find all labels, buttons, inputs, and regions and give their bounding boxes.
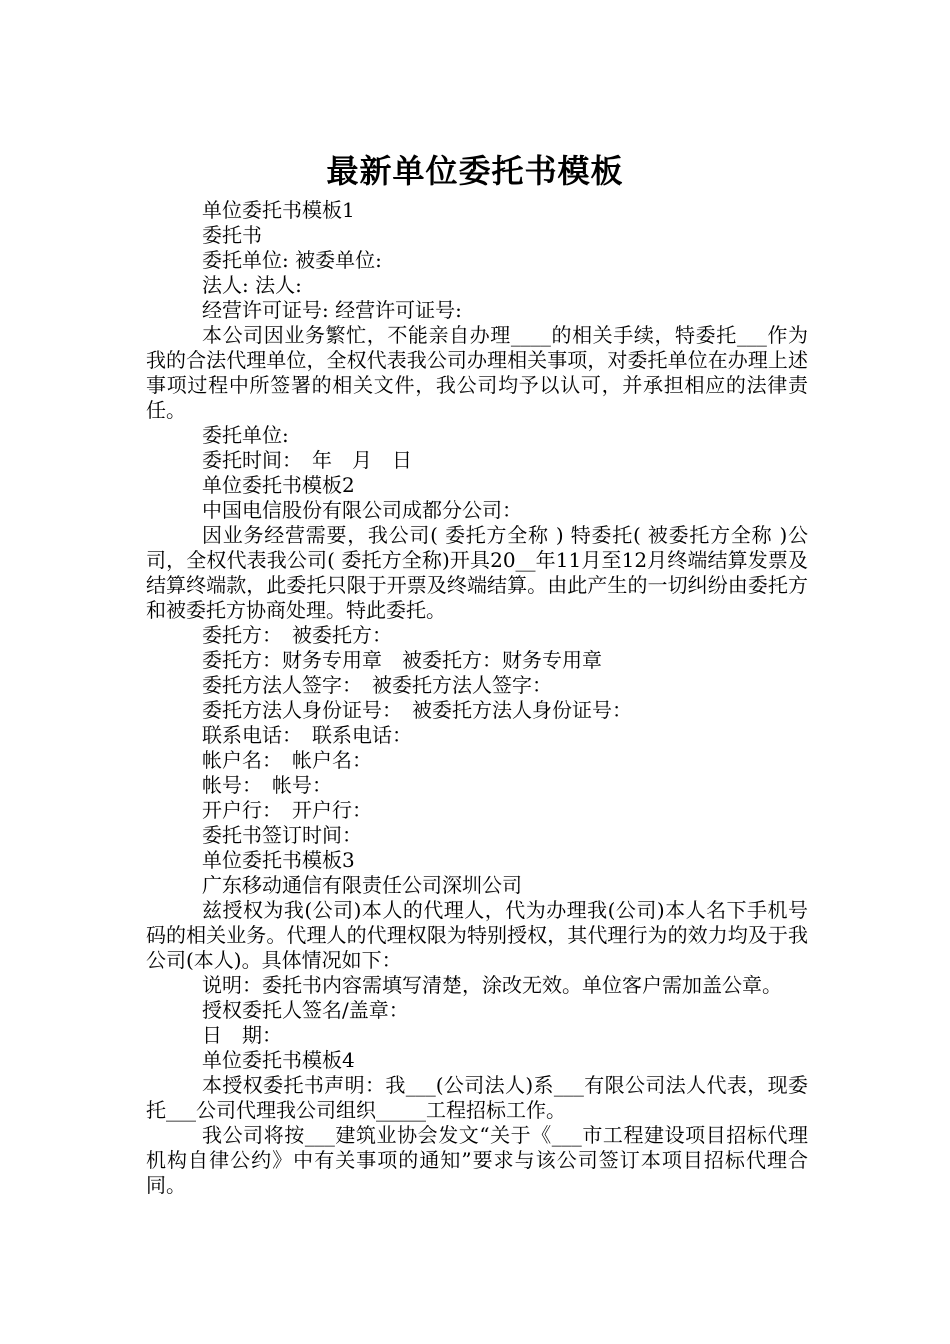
paragraph: 我公司将按___建筑业协会发文“关于《___市工程建设项目招标代理机构自律公约》中有关事项的通知”要求与该公司签订本项目招标代理合同。	[146, 1123, 808, 1197]
paragraph: 帐户名： 帐户名：	[202, 748, 372, 772]
paragraph: 法人: 法人:	[202, 273, 302, 297]
section-heading-4: 单位委托书模板4	[202, 1048, 355, 1072]
paragraph: 因业务经营需要，我公司( 委托方全称 ) 特委托( 被委托方全称 )公司，全权代表我公司( 委托方全称)开具20__年11月至12月终端结算发票及结算终端款，此委托只限于开票及终端结算。由此产生的一切纠纷由委托方和被委托方协商处理。特此委托。	[146, 523, 808, 622]
paragraph: 开户行： 开户行：	[202, 798, 372, 822]
paragraph: 帐号： 帐号：	[202, 773, 332, 797]
paragraph: 兹授权为我(公司)本人的代理人，代为办理我(公司)本人名下手机号码的相关业务。代理人的代理权限为特别授权，其代理行为的效力均及于我公司(本人)。具体情况如下：	[146, 898, 808, 972]
paragraph: 委托方法人身份证号： 被委托方法人身份证号：	[202, 698, 632, 722]
paragraph: 委托方：财务专用章 被委托方：财务专用章	[202, 648, 602, 672]
paragraph: 委托方法人签字： 被委托方法人签字：	[202, 673, 552, 697]
paragraph: 委托书	[202, 223, 262, 247]
paragraph: 经营许可证号: 经营许可证号:	[202, 298, 462, 322]
section-heading-1: 单位委托书模板1	[202, 198, 355, 222]
paragraph: 委托单位: 被委单位:	[202, 248, 382, 272]
paragraph: 授权委托人签名/盖章：	[202, 998, 409, 1022]
paragraph: 本授权委托书声明：我___(公司法人)系___有限公司法人代表，现委托___公司代理我公司组织_____工程招标工作。	[146, 1073, 808, 1122]
paragraph: 中国电信股份有限公司成都分公司：	[202, 498, 522, 522]
paragraph: 说明：委托书内容需填写清楚，涂改无效。单位客户需加盖公章。	[202, 973, 782, 997]
section-heading-2: 单位委托书模板2	[202, 473, 355, 497]
paragraph: 委托时间： 年 月 日	[202, 448, 412, 472]
paragraph: 联系电话： 联系电话：	[202, 723, 412, 747]
document-body	[146, 198, 808, 1198]
paragraph: 委托单位:	[202, 423, 289, 447]
document-title: 最新单位委托书模板	[326, 152, 624, 191]
paragraph: 日 期：	[202, 1023, 282, 1047]
section-heading-3: 单位委托书模板3	[202, 848, 355, 872]
paragraph: 本公司因业务繁忙，不能亲自办理____的相关手续，特委托___作为我的合法代理单位，全权代表我公司办理相关事项，对委托单位在办理上述事项过程中所签署的相关文件，我公司均予以认可，并承担相应的法律责任。	[146, 323, 808, 422]
paragraph: 广东移动通信有限责任公司深圳公司	[202, 873, 522, 897]
paragraph: 委托方： 被委托方：	[202, 623, 392, 647]
paragraph: 委托书签订时间：	[202, 823, 362, 847]
